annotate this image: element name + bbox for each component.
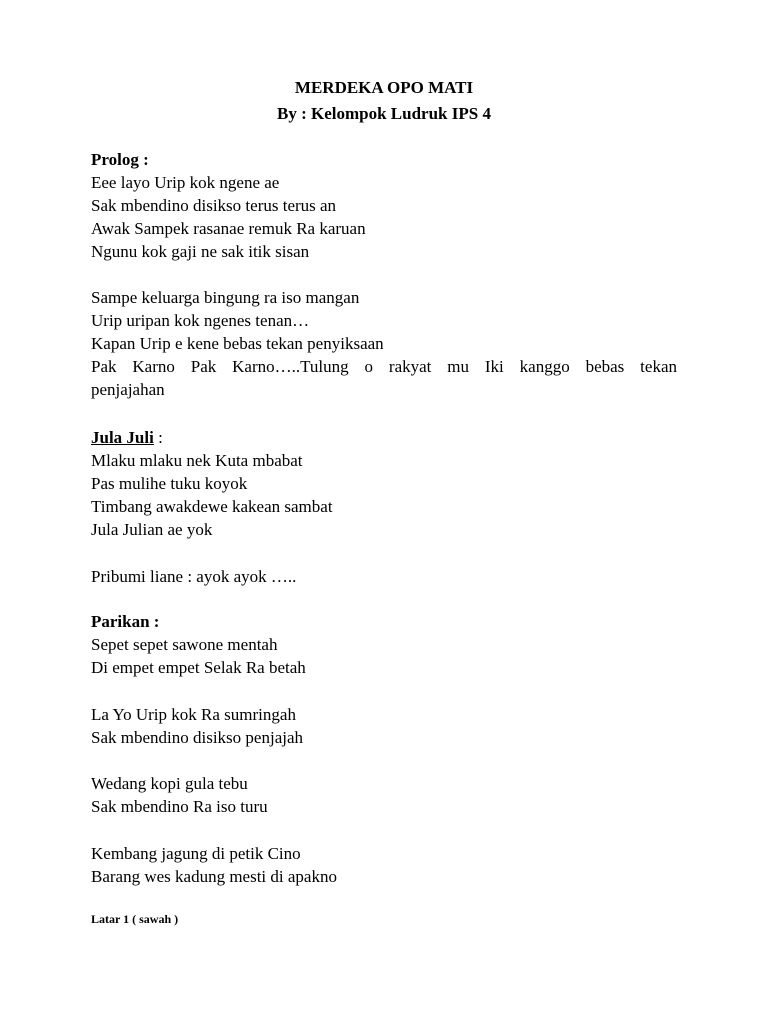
prolog-line: Kapan Urip e kene bebas tekan penyiksaan xyxy=(91,334,384,353)
jula-juli-heading-row xyxy=(91,426,677,449)
latar-label: Latar 1 ( sawah ) xyxy=(91,912,179,926)
parikan-line: Sak mbendino disikso penjajah xyxy=(91,728,304,747)
parikan-pair xyxy=(91,703,677,749)
prolog-heading: Prolog : xyxy=(91,150,149,169)
jula-juli-line: Jula Julian ae yok xyxy=(91,520,213,539)
jula-juli-response xyxy=(91,565,677,588)
parikan-line: Di empet empet Selak Ra betah xyxy=(91,658,306,677)
parikan-pair xyxy=(91,842,677,888)
prolog-line: Ngunu kok gaji ne sak itik sisan xyxy=(91,242,310,261)
parikan-line: Barang wes kadung mesti di apakno xyxy=(91,867,337,886)
prolog-line: Urip uripan kok ngenes tenan… xyxy=(91,311,310,330)
jula-juli-section xyxy=(91,426,677,541)
jula-juli-heading: Jula Juli xyxy=(91,428,154,447)
parikan-line: Kembang jagung di petik Cino xyxy=(91,844,301,863)
parikan-section xyxy=(91,610,677,679)
prolog-line: Eee layo Urip kok ngene ae xyxy=(91,173,280,192)
parikan-line: Sepet sepet sawone mentah xyxy=(91,635,278,654)
page-byline: By : Kelompok Ludruk IPS 4 xyxy=(277,104,491,123)
page-title: MERDEKA OPO MATI xyxy=(294,78,474,97)
prolog-line: Sak mbendino disikso terus terus an xyxy=(91,196,337,215)
jula-juli-response-line: Pribumi liane : ayok ayok ….. xyxy=(91,567,297,586)
prolog-line: Sampe keluarga bingung ra iso mangan xyxy=(91,288,360,307)
jula-juli-heading-suffix: : xyxy=(153,428,163,447)
prolog-stanza-2 xyxy=(91,286,677,401)
jula-juli-line: Timbang awakdewe kakean sambat xyxy=(91,497,333,516)
jula-juli-line: Pas mulihe tuku koyok xyxy=(91,474,248,493)
parikan-heading: Parikan : xyxy=(91,612,160,631)
parikan-line: La Yo Urip kok Ra sumringah xyxy=(91,705,296,724)
prolog-wrapped-line-cont: penjajahan xyxy=(91,380,165,399)
prolog-wrapped-line: Pak Karno Pak Karno…..Tulung o rakyat mu Iki kanggo bebas tekan xyxy=(91,357,677,376)
prolog-section xyxy=(91,148,677,263)
parikan-pair xyxy=(91,772,677,818)
parikan-line: Wedang kopi gula tebu xyxy=(91,774,248,793)
parikan-line: Sak mbendino Ra iso turu xyxy=(91,797,268,816)
prolog-line: Awak Sampek rasanae remuk Ra karuan xyxy=(91,219,366,238)
jula-juli-line: Mlaku mlaku nek Kuta mbabat xyxy=(91,451,303,470)
